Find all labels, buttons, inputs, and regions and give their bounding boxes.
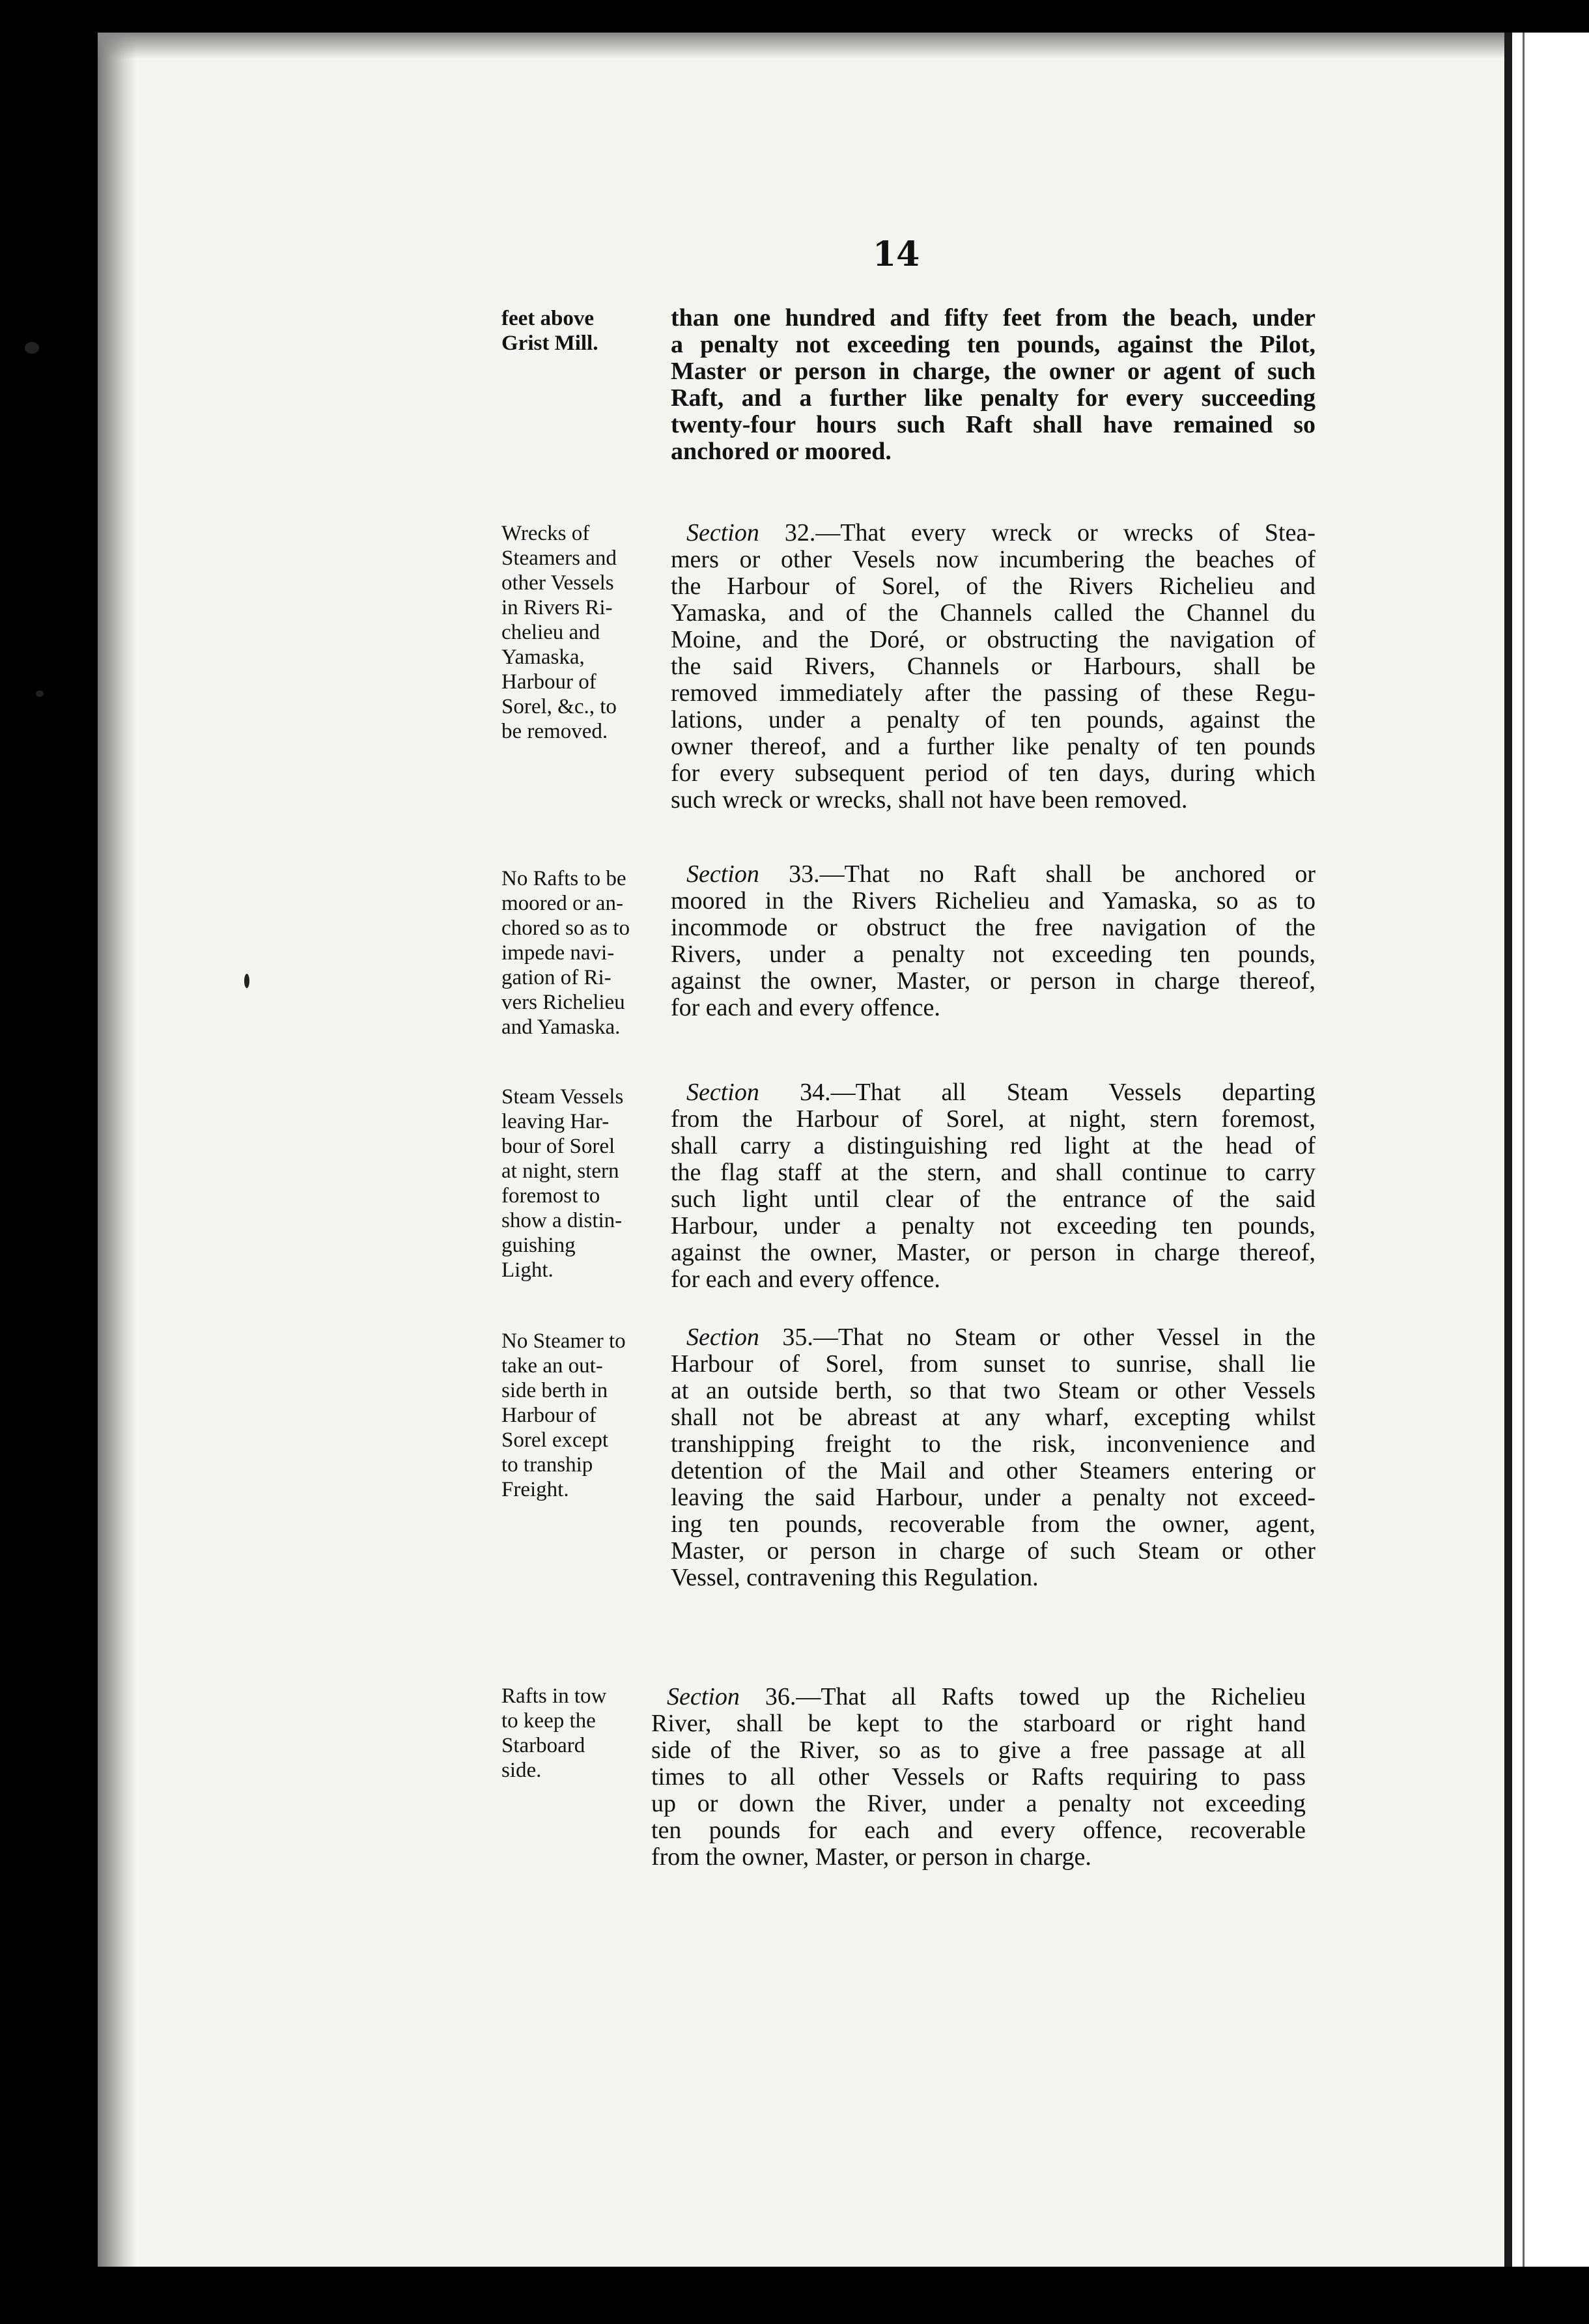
paragraph-line: twenty-four hours such Raft shall have remained so bbox=[671, 411, 1315, 438]
margin-note-line: guishing bbox=[501, 1234, 576, 1257]
section-paragraph bbox=[671, 1079, 1315, 1293]
scan-speck bbox=[244, 974, 249, 988]
margin-note-line: Rafts in tow bbox=[501, 1684, 607, 1708]
paragraph-line: side of the River, so as to give a free passage at all bbox=[651, 1736, 1306, 1764]
paragraph-line: from the owner, Master, or person in charge. bbox=[651, 1843, 1091, 1871]
section-label: Section bbox=[667, 1683, 740, 1710]
paragraph-line: for each and every offence. bbox=[671, 994, 940, 1021]
margin-note-line: and Yamaska. bbox=[501, 1015, 621, 1039]
margin-note-line: in Rivers Ri- bbox=[501, 596, 613, 619]
scan-speck bbox=[25, 342, 39, 354]
margin-note-line: gation of Ri- bbox=[501, 966, 612, 989]
paragraph-line: detention of the Mail and other Steamers entering or bbox=[671, 1457, 1315, 1484]
paragraph-line bbox=[671, 861, 1315, 888]
section-paragraph bbox=[651, 1684, 1306, 1871]
margin-note-line: Steam Vessels bbox=[501, 1085, 624, 1109]
margin-note-line: Light. bbox=[501, 1258, 554, 1282]
margin-note-line: impede navi- bbox=[501, 941, 615, 965]
paragraph-line: Rivers, under a penalty not exceeding ten pounds, bbox=[671, 941, 1315, 968]
margin-note bbox=[501, 306, 690, 356]
paragraph-line: leaving the said Harbour, under a penalty not exceed- bbox=[671, 1484, 1315, 1511]
paragraph-line-text: 32.—That every wreck or wrecks of Stea- bbox=[759, 519, 1315, 546]
paragraph-line-text: 36.—That all Rafts towed up the Richelieu bbox=[739, 1683, 1306, 1710]
paragraph-line: Master, or person in charge of such Steam or other bbox=[671, 1537, 1315, 1565]
paragraph-line-text: 35.—That no Steam or other Vessel in the bbox=[759, 1324, 1315, 1351]
margin-note bbox=[501, 521, 690, 744]
page-top-shadow bbox=[98, 33, 1504, 59]
paragraph-line: up or down the River, under a penalty not exceeding bbox=[651, 1790, 1306, 1817]
paragraph-line: Master or person in charge, the owner or agent of such bbox=[671, 358, 1315, 385]
margin-note-line: moored or an- bbox=[501, 892, 623, 915]
page-gutter-shadow bbox=[98, 33, 137, 2267]
section-paragraph bbox=[671, 520, 1315, 814]
margin-note-line: Harbour of bbox=[501, 670, 597, 694]
paragraph-line bbox=[651, 1684, 1306, 1710]
section-paragraph bbox=[671, 305, 1315, 465]
paragraph-line-text: 34.—That all Steam Vessels departing bbox=[759, 1079, 1315, 1106]
margin-note-line: feet above bbox=[501, 307, 595, 330]
margin-note-line: chelieu and bbox=[501, 621, 600, 644]
paragraph-line: for each and every offence. bbox=[671, 1266, 940, 1293]
paragraph-line: Harbour of Sorel, from sunset to sunrise, shall lie bbox=[671, 1350, 1315, 1378]
section-label: Section bbox=[686, 1324, 759, 1351]
margin-note-line: to tranship bbox=[501, 1453, 593, 1477]
paragraph-line bbox=[671, 1324, 1315, 1351]
paragraph-line: River, shall be kept to the starboard or right hand bbox=[651, 1710, 1306, 1737]
paragraph-line: incommode or obstruct the free navigation of the bbox=[671, 914, 1315, 941]
paragraph-line: owner thereof, and a further like penalty of ten pounds bbox=[671, 733, 1315, 760]
section-paragraph bbox=[671, 861, 1315, 1021]
margin-note-line: foremost to bbox=[501, 1184, 600, 1208]
paragraph-line: lations, under a penalty of ten pounds, against the bbox=[671, 706, 1315, 733]
paragraph-line: at an outside berth, so that two Steam or other Vessels bbox=[671, 1377, 1315, 1404]
margin-note-line: Starboard bbox=[501, 1734, 585, 1757]
margin-note-line: Freight. bbox=[501, 1478, 569, 1501]
margin-note-line: Sorel except bbox=[501, 1428, 609, 1452]
paragraph-line: than one hundred and fifty feet from the beach, under bbox=[671, 304, 1315, 332]
margin-note-line: chored so as to bbox=[501, 916, 630, 940]
margin-note-line: Harbour of bbox=[501, 1404, 597, 1427]
margin-note-line: leaving Har- bbox=[501, 1110, 610, 1133]
margin-note bbox=[501, 1084, 690, 1282]
margin-note-line: bour of Sorel bbox=[501, 1135, 615, 1158]
margin-note-line: No Steamer to bbox=[501, 1329, 626, 1353]
margin-note-line: show a distin- bbox=[501, 1209, 623, 1232]
margin-note-line: Yamaska, bbox=[501, 645, 585, 669]
margin-note-line: to keep the bbox=[501, 1709, 596, 1733]
paragraph-line: moored in the Rivers Richelieu and Yamaska, so as to bbox=[671, 887, 1315, 914]
margin-note-line: vers Richelieu bbox=[501, 991, 625, 1014]
paragraph-line: mers or other Vesels now incumbering the beaches of bbox=[671, 546, 1315, 573]
section-paragraph bbox=[671, 1324, 1315, 1591]
paragraph-line: the Harbour of Sorel, of the Rivers Richelieu and bbox=[671, 573, 1315, 600]
paragraph-line: such wreck or wrecks, shall not have been removed. bbox=[671, 786, 1188, 814]
paragraph-line: transhipping freight to the risk, inconvenience and bbox=[671, 1430, 1315, 1458]
margin-note-line: take an out- bbox=[501, 1354, 603, 1378]
paragraph-line bbox=[671, 1079, 1315, 1106]
paragraph-line: Vessel, contravening this Regulation. bbox=[671, 1564, 1039, 1591]
paragraph-line: against the owner, Master, or person in charge thereof, bbox=[671, 967, 1315, 995]
margin-note-line: Wrecks of bbox=[501, 522, 590, 545]
paragraph-line: a penalty not exceeding ten pounds, against the Pilot, bbox=[671, 331, 1315, 358]
paragraph-line: from the Harbour of Sorel, at night, stern foremost, bbox=[671, 1105, 1315, 1133]
margin-note-line: be removed. bbox=[501, 720, 608, 743]
scan-edge bbox=[1504, 33, 1589, 2267]
margin-note-line: side berth in bbox=[501, 1379, 608, 1402]
paragraph-line bbox=[671, 520, 1315, 546]
margin-note bbox=[501, 1329, 690, 1502]
page-number: 14 bbox=[873, 234, 920, 274]
paragraph-line: anchored or moored. bbox=[671, 438, 892, 465]
paragraph-line: Yamaska, and of the Channels called the Channel du bbox=[671, 599, 1315, 627]
paragraph-line: removed immediately after the passing of these Regu- bbox=[671, 679, 1315, 707]
paragraph-line: for every subsequent period of ten days, during which bbox=[671, 759, 1315, 787]
margin-note-line: side. bbox=[501, 1759, 542, 1782]
paragraph-line: against the owner, Master, or person in charge thereof, bbox=[671, 1239, 1315, 1266]
paragraph-line-text: 33.—That no Raft shall be anchored or bbox=[759, 860, 1315, 888]
paragraph-line: Moine, and the Doré, or obstructing the navigation of bbox=[671, 626, 1315, 653]
margin-note-line: Grist Mill. bbox=[501, 332, 598, 355]
paragraph-line: the said Rivers, Channels or Harbours, shall be bbox=[671, 653, 1315, 680]
paragraph-line: Harbour, under a penalty not exceeding ten pounds, bbox=[671, 1212, 1315, 1240]
scan-speck bbox=[36, 690, 44, 697]
margin-note-line: other Vessels bbox=[501, 571, 614, 595]
paragraph-line: times to all other Vessels or Rafts requiring to pass bbox=[651, 1763, 1306, 1791]
section-label: Section bbox=[686, 519, 759, 546]
paragraph-line: the flag staff at the stern, and shall continue to carry bbox=[671, 1159, 1315, 1186]
margin-note-line: Steamers and bbox=[501, 546, 617, 570]
paragraph-line: ten pounds for each and every offence, recoverable bbox=[651, 1817, 1306, 1844]
paragraph-line: Raft, and a further like penalty for every succeeding bbox=[671, 384, 1315, 412]
paragraph-line: shall carry a distinguishing red light at the head of bbox=[671, 1132, 1315, 1159]
paragraph-line: such light until clear of the entrance of the said bbox=[671, 1185, 1315, 1213]
margin-note-line: at night, stern bbox=[501, 1159, 619, 1183]
section-label: Section bbox=[686, 860, 759, 888]
margin-note-line: No Rafts to be bbox=[501, 867, 626, 890]
margin-note-line: Sorel, &c., to bbox=[501, 695, 617, 718]
section-label: Section bbox=[686, 1079, 759, 1106]
margin-note bbox=[501, 866, 690, 1040]
paragraph-line: shall not be abreast at any wharf, excepting whilst bbox=[671, 1404, 1315, 1431]
paragraph-line: ing ten pounds, recoverable from the owner, agent, bbox=[671, 1510, 1315, 1538]
